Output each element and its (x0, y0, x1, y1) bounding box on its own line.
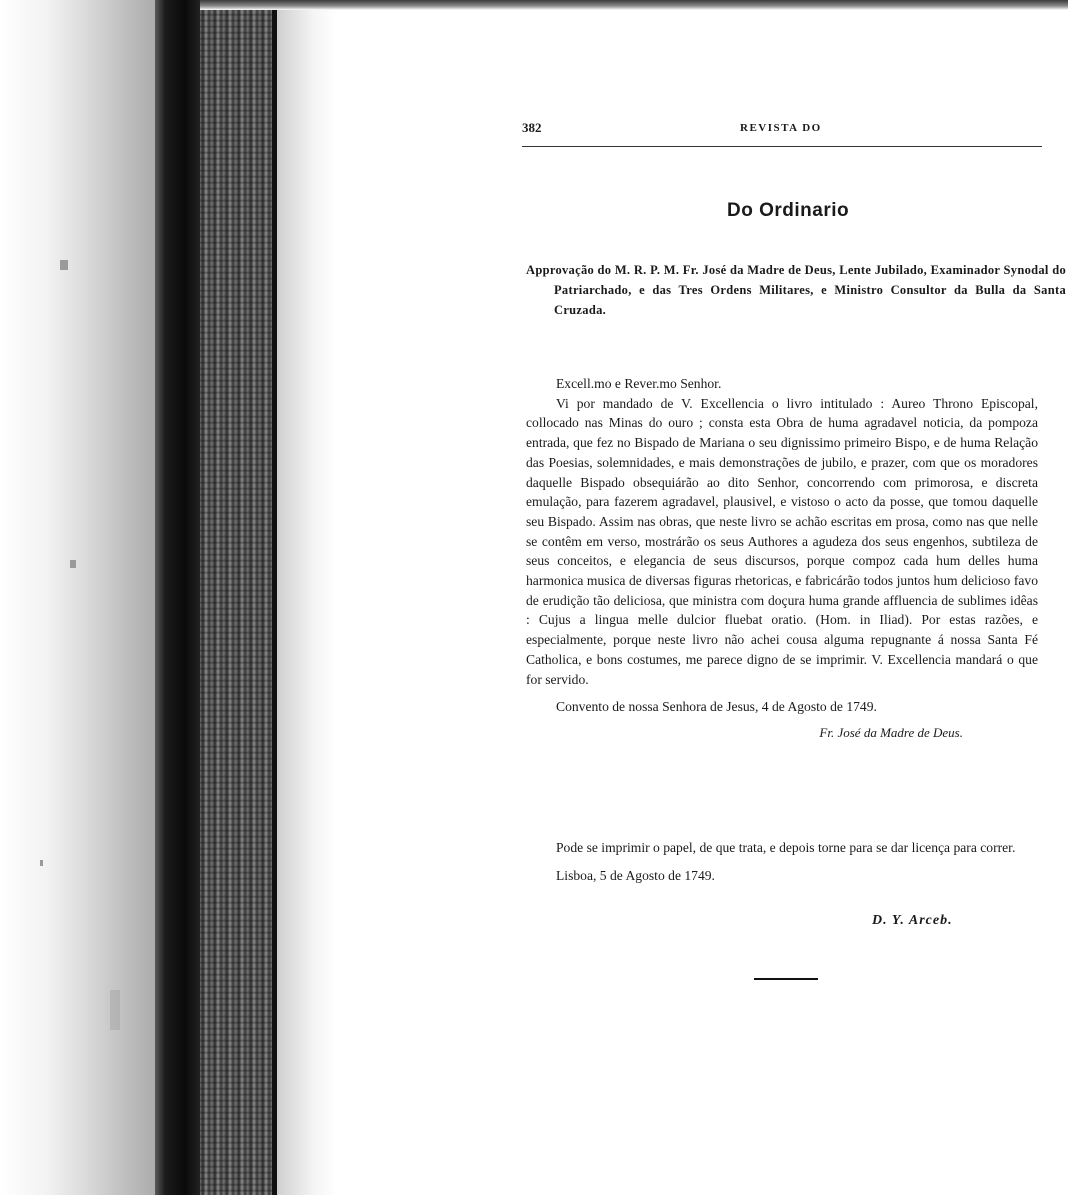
scan-speck (40, 860, 43, 866)
page-number: 382 (522, 120, 542, 135)
page-shadow (277, 0, 337, 1195)
license-section (526, 838, 1042, 886)
approval-signature: Fr. José da Madre de Deus. (819, 724, 963, 740)
salutation: Excell.mo e Rever.mo Senhor. (556, 376, 722, 391)
scan-top-edge (200, 0, 1068, 10)
license-body: Pode se imprimir o papel, de que trata, e depois torne para se dar licença para correr. (556, 840, 1016, 855)
license-signature: D. Y. Arceb. (872, 913, 953, 928)
approval-heading: Approvação do M. R. P. M. Fr. José da Madre de Deus, Lente Jubilado, Examinador Synodal do Patriarchado, e das Tres Ordens Militares, e Ministro Consultor da Bulla da Santa Cruzada. (526, 263, 1066, 317)
approval-place-date: Convento de nossa Senhora de Jesus, 4 de Agosto de 1749. (556, 699, 877, 715)
binding-texture (200, 0, 275, 1195)
running-head: REVISTA DO (740, 122, 822, 134)
page-header (522, 118, 1042, 138)
end-rule (754, 978, 818, 980)
approval-letter (526, 374, 1038, 743)
scan-gutter (0, 0, 160, 1195)
license-place-date: Lisboa, 5 de Agosto de 1749. (556, 868, 715, 883)
scan-speck (60, 260, 68, 270)
header-rule (522, 146, 1042, 147)
book-binding (155, 0, 205, 1195)
scan-speck (110, 990, 120, 1030)
scan-speck (70, 560, 76, 568)
approval-body: Vi por mandado de V. Excellencia o livro intitulado : Aureo Throno Episcopal, collocado nas Minas do ouro ; consta esta Obra de huma agradavel noticia, da pompoza entrada, que fez no Bispado de Mariana o seu dignissimo primeiro Bispo, e de huma Relação das Poesias, solemnidades, e mais demonstrações de jubilo, e prazer, com que os moradores daquelle Bispado obsequiárão ao dito Senhor, concorrendo com primorosa, e discreta emulação, para fazerem agradavel, plausivel, e vistoso o acto da posse, que tomou daquelle seu Bispado. Assim nas obras, que neste livro se achão escritas em prosa, como nas que nelle se contêm em verso, mostrárão os seus Authores a agudeza dos seus engenhos, subtileza de seus conceitos, e elegancia de seus discursos, porque compoz cada hum delles huma harmonica musica de diversas figuras rhetoricas, e fabricárão todos juntos hum delicioso favo de erudição tão deliciosa, que ministra com doçura huma grande affluencia de sublimes idêas : Cujus a lingua melle dulcior fluebat oratio. (Hom. in Iliad). Por estas razões, e especialmente, porque neste livro não achei cousa alguma repugnante á nossa Santa Fé Catholica, e bons costumes, me parece digno de se imprimir. V. Excellencia mandará o que for servido. (526, 395, 1038, 687)
section-title: Do Ordinario (727, 200, 850, 221)
